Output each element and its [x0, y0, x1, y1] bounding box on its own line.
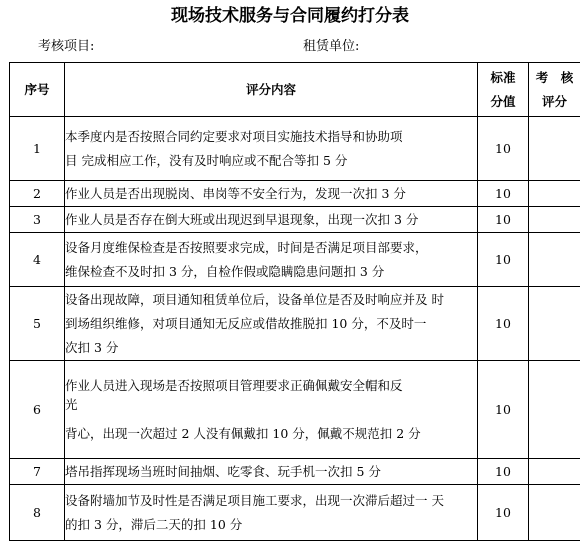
- row-content: [65, 181, 478, 207]
- row-content-line: 背心，出现一次超过 2 人没有佩戴扣 10 分，佩戴不规范扣 2 分: [65, 422, 477, 446]
- row-standard-score: 10: [478, 233, 529, 287]
- row-content-line: 设备附墙加节及时性是否满足项目施工要求，出现一次滞后超过一 天: [65, 489, 477, 513]
- row-evaluation-score-cell[interactable]: [529, 117, 580, 181]
- row-content-line: 设备出现故障，项目通知租赁单位后，设备单位是否及时响应并及 时: [65, 288, 477, 312]
- table-row: [10, 233, 580, 287]
- row-content: [65, 485, 478, 541]
- row-content-line: 光: [65, 398, 477, 412]
- row-evaluation-score-cell[interactable]: [529, 459, 580, 485]
- row-seq: 5: [10, 287, 65, 361]
- row-seq: 7: [10, 459, 65, 485]
- row-content-line: 次扣 3 分: [65, 336, 477, 360]
- row-content-line: 作业人员进入现场是否按照项目管理要求正确佩戴安全帽和反: [65, 374, 477, 398]
- lessor-label: 租赁单位:: [303, 38, 359, 56]
- row-content: [65, 459, 478, 485]
- row-content: [65, 287, 478, 361]
- row-content-line: 目 完成相应工作，没有及时响应或不配合等扣 5 分: [65, 149, 477, 173]
- header-evaluation-score: [529, 63, 580, 117]
- row-content-line: 的扣 3 分，滞后二天的扣 10 分: [65, 513, 477, 537]
- row-content-line: 作业人员是否出现脱岗、串岗等不安全行为，发现一次扣 3 分: [65, 182, 477, 206]
- review-project-label: 考核项目:: [38, 38, 94, 56]
- row-standard-score: 10: [478, 207, 529, 233]
- header-standard-line1: 标准: [478, 66, 528, 90]
- row-content-line: 本季度内是否按照合同约定要求对项目实施技术指导和协助项: [65, 125, 477, 149]
- row-seq: 1: [10, 117, 65, 181]
- row-content-line: 塔吊指挥现场当班时间抽烟、吃零食、玩手机一次扣 5 分: [65, 460, 477, 484]
- row-seq: 6: [10, 361, 65, 459]
- row-content: [65, 117, 478, 181]
- row-seq: 2: [10, 181, 65, 207]
- table-row: [10, 287, 580, 361]
- table-row: [10, 485, 580, 541]
- row-content-line: 维保检查不及时扣 3 分，自检作假或隐瞒隐患问题扣 3 分: [65, 260, 477, 284]
- row-evaluation-score-cell[interactable]: [529, 287, 580, 361]
- row-evaluation-score-cell[interactable]: [529, 485, 580, 541]
- header-evaluation-line2: 评分: [529, 90, 580, 114]
- header-evaluation-line1: 考 核: [529, 66, 580, 90]
- row-standard-score: 10: [478, 485, 529, 541]
- row-seq: 3: [10, 207, 65, 233]
- table-row: [10, 207, 580, 233]
- row-content: [65, 233, 478, 287]
- row-seq: 4: [10, 233, 65, 287]
- row-evaluation-score-cell[interactable]: [529, 233, 580, 287]
- table-row: [10, 117, 580, 181]
- row-content-line: 设备月度维保检查是否按照要求完成，时间是否满足项目部要求，: [65, 236, 477, 260]
- header-seq: 序号: [10, 63, 65, 117]
- table-header-row: [10, 63, 580, 117]
- table-row: [10, 361, 580, 459]
- row-standard-score: 10: [478, 181, 529, 207]
- row-evaluation-score-cell[interactable]: [529, 181, 580, 207]
- row-evaluation-score-cell[interactable]: [529, 207, 580, 233]
- row-evaluation-score-cell[interactable]: [529, 361, 580, 459]
- table-row: [10, 181, 580, 207]
- row-standard-score: 10: [478, 287, 529, 361]
- row-seq: 8: [10, 485, 65, 541]
- header-standard-line2: 分值: [478, 90, 528, 114]
- row-content: [65, 361, 478, 459]
- header-standard-score: [478, 63, 529, 117]
- row-content: [65, 207, 478, 233]
- table-row: [10, 459, 580, 485]
- row-content-line: 作业人员是否存在倒大班或出现迟到早退现象，出现一次扣 3 分: [65, 208, 477, 232]
- row-standard-score: 10: [478, 459, 529, 485]
- score-table: [9, 62, 580, 541]
- header-content: 评分内容: [65, 63, 478, 117]
- row-standard-score: 10: [478, 361, 529, 459]
- document-title: 现场技术服务与合同履约打分表: [0, 4, 580, 28]
- row-standard-score: 10: [478, 117, 529, 181]
- row-content-line: 到场组织维修，对项目通知无反应或借故推脱扣 10 分，不及时一: [65, 312, 477, 336]
